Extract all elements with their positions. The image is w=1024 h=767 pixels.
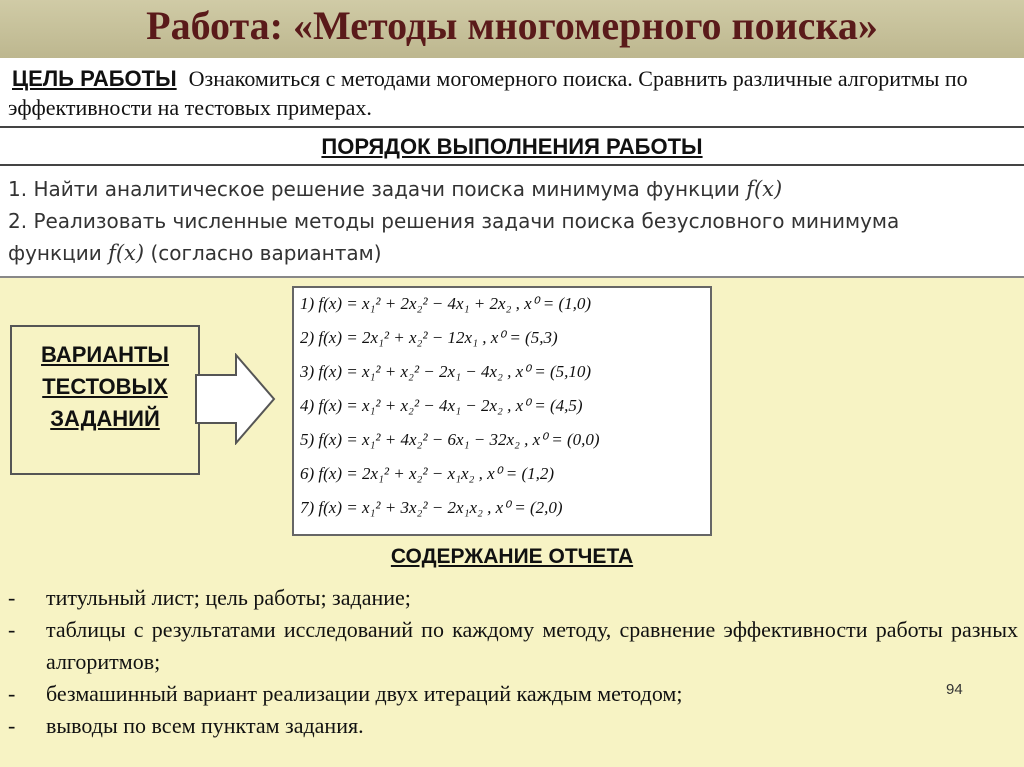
goal-section — [0, 58, 1024, 128]
list-item-text: таблицы с результатами исследований по каждому методу, сравнение эффективности работы разных алгоритмов; — [46, 617, 1018, 674]
formula-7: 7) f(x) = x₁² + 3x₂² − 2x₁x₂ , x⁰ = (2,0) — [300, 498, 563, 517]
order-item-2-cont: функции — [8, 241, 102, 265]
order-item-2-continued — [8, 238, 1018, 268]
list-dash: - — [8, 617, 16, 642]
list-dash: - — [8, 713, 16, 738]
formula-1: 1) f(x) = x₁² + 2x₂² − 4x₁ + 2x₂ , x⁰ = (1,0) — [300, 294, 592, 313]
report-heading-block — [0, 545, 1024, 569]
order-item-1-function: f(x) — [746, 177, 783, 201]
order-item-2-tail: (согласно вариантам) — [150, 241, 382, 265]
order-item-1 — [8, 174, 1018, 204]
list-item — [8, 678, 1018, 710]
formula-4: 4) f(x) = x₁² + x₂² − 4x₁ − 2x₂ , x⁰ = (4,5) — [300, 396, 583, 415]
goal-text: Ознакомиться с методами могомерного поиска. Сравнить различные алгоритмы по эффективности на тестовых примерах. — [8, 66, 968, 120]
order-item-1-text: 1. Найти аналитическое решение задачи поиска минимума функции — [8, 177, 740, 201]
order-item-2-function: f(x) — [108, 241, 145, 265]
list-item-text: безмашинный вариант реализации двух итераций каждым методом; — [46, 681, 683, 706]
list-dash: - — [8, 585, 16, 610]
order-heading-bar — [0, 128, 1024, 166]
title-bar — [0, 0, 1024, 59]
order-section — [0, 166, 1024, 278]
goal-label: ЦЕЛЬ РАБОТЫ — [12, 66, 177, 91]
list-item-text: титульный лист; цель работы; задание; — [46, 585, 411, 610]
page-title: Работа: «Методы многомерного поиска» — [146, 3, 878, 48]
list-item — [8, 582, 1018, 614]
formula-5: 5) f(x) = x₁² + 4x₂² − 6x₁ − 32x₂ , x⁰ = (0,0) — [300, 430, 600, 449]
variants-line-1: ВАРИАНТЫ — [41, 342, 169, 367]
order-item-2 — [8, 206, 1018, 236]
formula-3: 3) f(x) = x₁² + x₂² − 2x₁ − 4x₂ , x⁰ = (5,10) — [300, 362, 592, 381]
arrow-right-icon — [194, 353, 278, 445]
list-item — [8, 710, 1018, 742]
report-list — [8, 582, 1018, 742]
formula-6: 6) f(x) = 2x₁² + x₂² − x₁x₂ , x⁰ = (1,2) — [300, 464, 555, 483]
formula-2: 2) f(x) = 2x₁² + x₂² − 12x₁ , x⁰ = (5,3) — [300, 328, 558, 347]
formulas-box — [292, 286, 712, 536]
list-item — [8, 614, 1018, 678]
order-item-2-text: 2. Реализовать численные методы решения задачи поиска безусловного минимума — [8, 209, 900, 233]
variants-line-3: ЗАДАНИЙ — [50, 406, 160, 431]
variants-box — [10, 325, 200, 475]
report-heading: СОДЕРЖАНИЕ ОТЧЕТА — [390, 545, 634, 568]
variants-line-2: ТЕСТОВЫХ — [42, 374, 168, 399]
goal-text-block — [8, 64, 1016, 122]
order-heading: ПОРЯДОК ВЫПОЛНЕНИЯ РАБОТЫ — [321, 134, 703, 159]
list-dash: - — [8, 681, 16, 706]
list-item-text: выводы по всем пунктам задания. — [46, 713, 364, 738]
page-number: 94 — [946, 681, 963, 698]
